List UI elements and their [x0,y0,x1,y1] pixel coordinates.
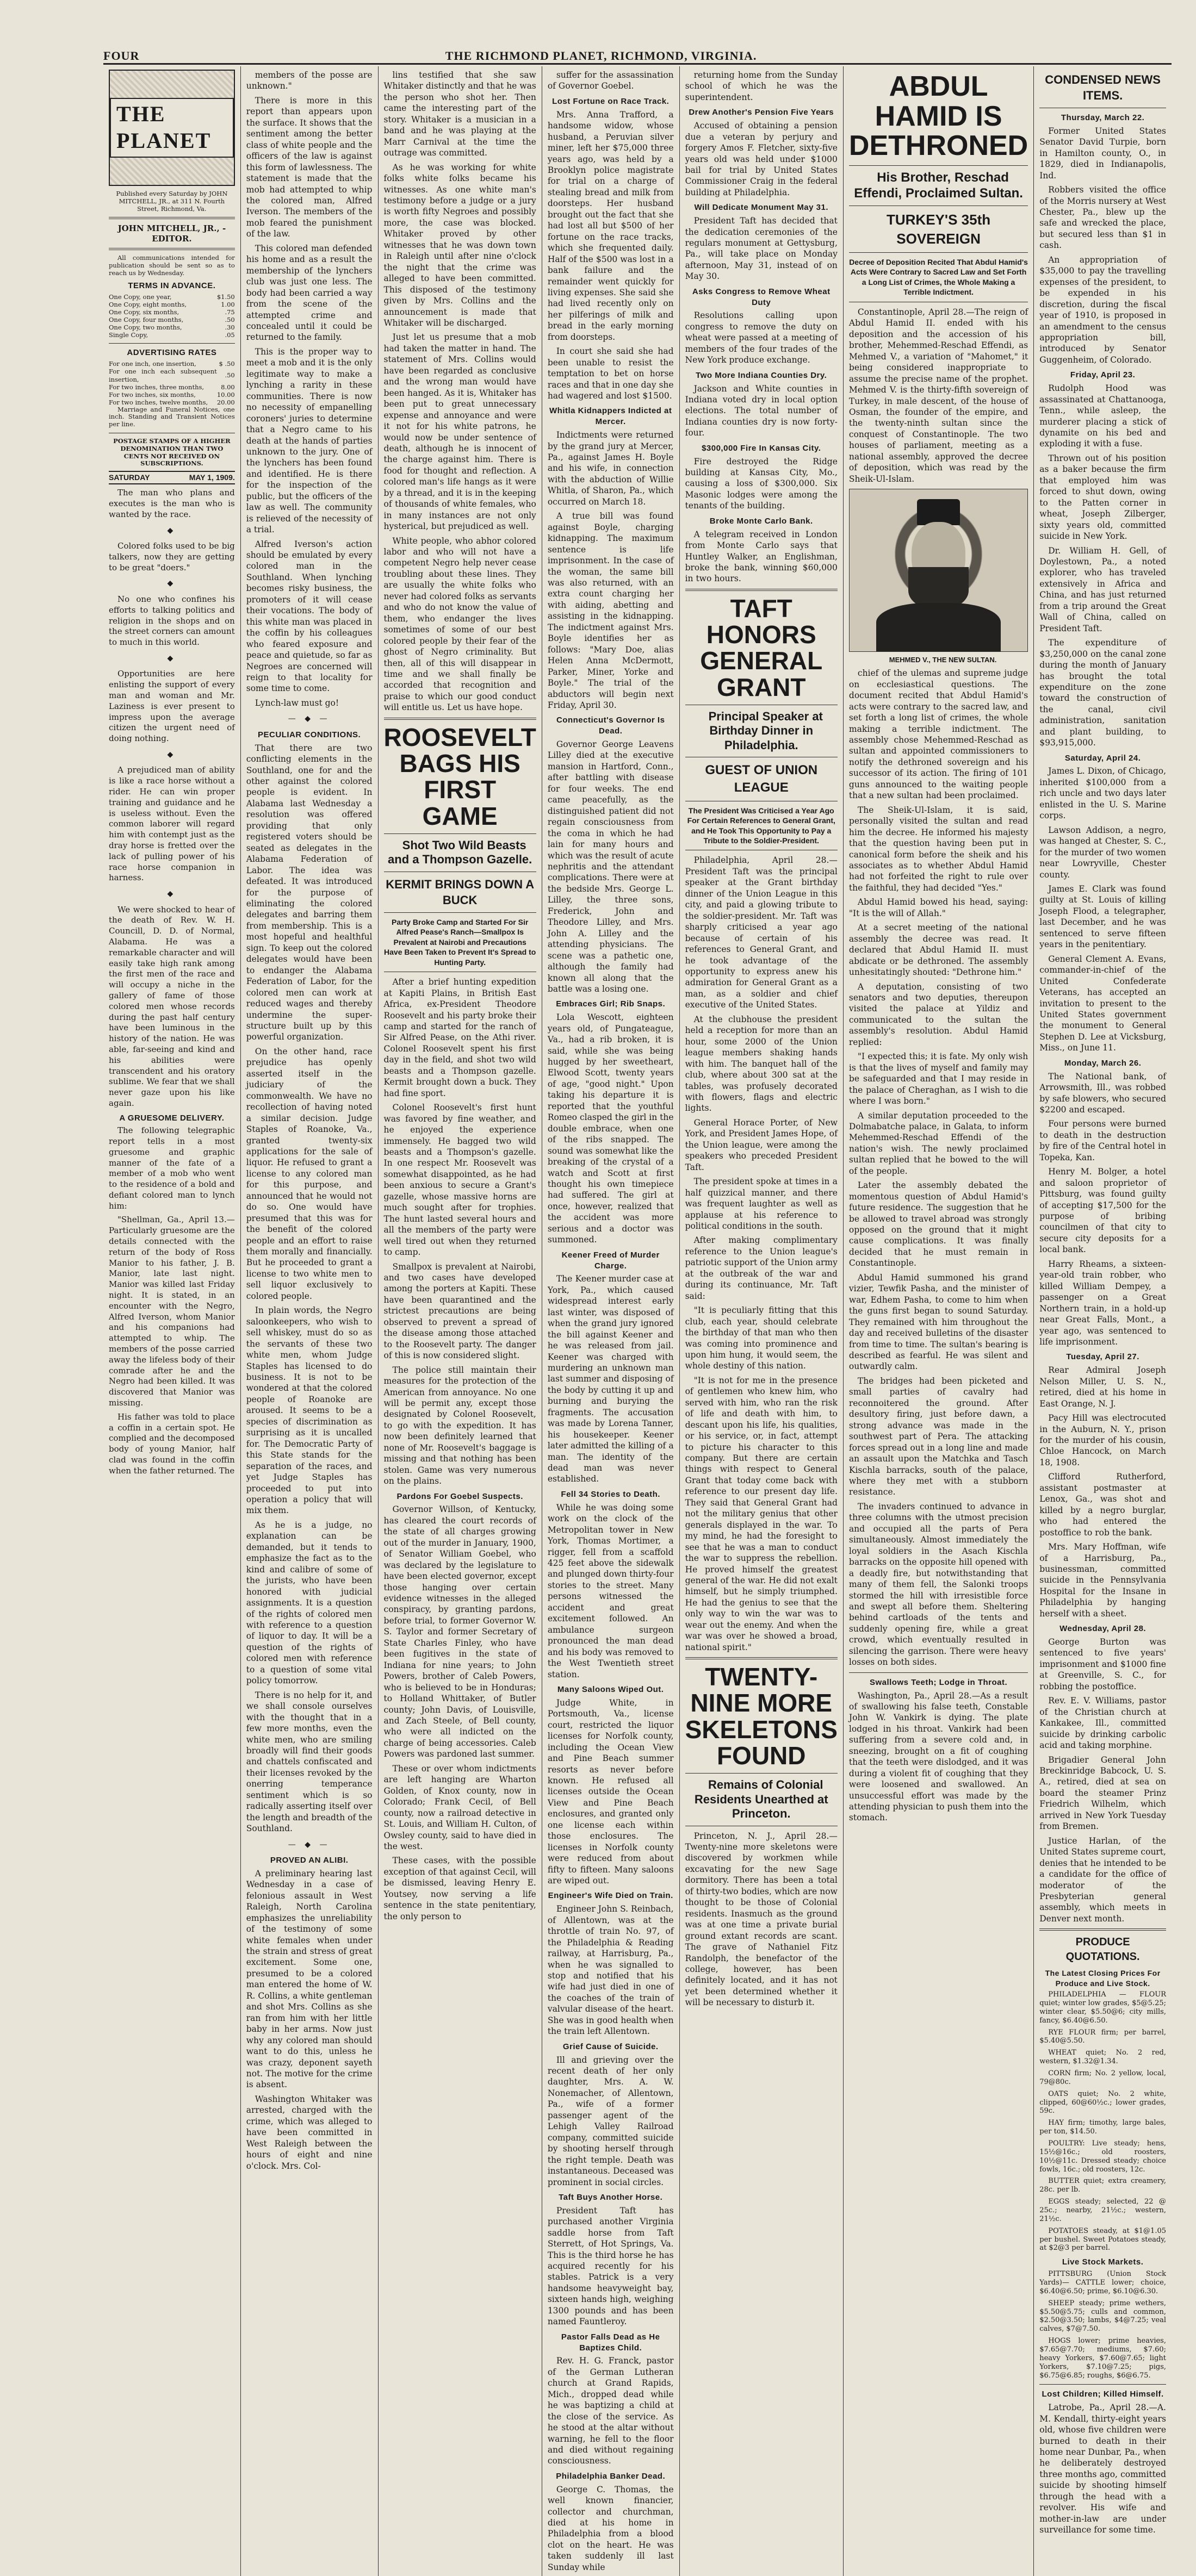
brief-heading: Drew Another's Pension Five Years [689,108,834,117]
column-6 [844,66,1034,2576]
brief-text: Fire destroyed the Ridge building at Kansas City, Mo., causing a loss of $300,000. Six Masonic lodges were among the tenants of the building. [685,456,838,511]
news-item: An appropriation of $35,000 to pay the travelling expenses of the president, to be expended in his discretion, during the fiscal year of 1910, is proposed in an amendment to the census appropriation bill, introduced by Senator Guggenheim, of Colorado. [1039,254,1166,365]
advertising-table [109,360,235,406]
gruesome-article [109,1125,235,1477]
brief-heading: Broke Monte Carlo Bank. [709,516,813,526]
editorial-paragraph: The man who plans and executes is the man who is wanted by the race. [109,488,235,519]
brief-heading: Engineer's Wife Died on Train. [548,1891,673,1901]
news-item: Mrs. Mary Hoffman, wife of a Harrisburg, Pa., businessman, committed suicide in the Pennsylvania Hospital for the Insane in Philadelphia by hanging herself with a sheet. [1039,1542,1166,1619]
brief-heading: Whitla Kidnappers Indicted at Mercer. [549,406,672,427]
produce-quote: OATS quiet; No. 2 white, clipped, 60@60½c.; lower grades, 59c. [1039,2089,1166,2115]
issue-date: MAY 1, 1909. [189,473,235,482]
brief-text: While he was doing some work on the clock of the Metropolitan tower in New York, Thomas Mortimer, a rigger, fell from a scaffold 425 feet above the sidewalk and plunged down thirty-four stories to the street. Many persons witnessed the accident and great excitement followed. An ambulance surgeon pronounced the man dead and his body was removed to the West Twentieth street station. [547,1502,674,1679]
terms-row [109,293,235,301]
brief-text: The Keener murder case at York, Pa., which caused widespread interest early last winter, was disposed of when the grand jury ignored the bill against Keener and he was released from jail. Keener was charged with murdering an unknown man last summer and disposing of the body by cutting it up and burning and burying the fragments. The accusation was made by Lorena Tanner, his housekeeper. Keener later admitted the killing of a man. The identity of the dead man was never established. [547,1274,674,1484]
editorial-paragraph: Colored folks used to be big talkers, now they are getting to be great "doers." [109,541,235,573]
article-paragraph: Philadelphia, April 28.—President Taft was the principal speaker at the Grant birthday dinner of the Union League in this city, and paid a glowing tribute to the soldier-president. Mr. Taft was sharply criticised a year ago because of certain of his references to General Grant, and he took advantage of the opportunity to express anew his admiration for General Grant as a man, as a soldier and chief executive of the United States. [685,855,838,1010]
terms-row-label: One Copy, eight months, [109,301,187,309]
brief-heading: Embraces Girl; Rib Snaps. [556,999,666,1009]
brief-text: Resolutions calling upon congress to remove the duty on wheat were passed at a meeting of members of the four trades of the New York produce exchange. [685,310,838,365]
news-item: Lawson Addison, a negro, was hanged at Chester, S. C., for the murder of two women near Lowryville, Chester county. [1039,825,1166,880]
article-paragraph: Just let us presume that a mob had taken the matter in hand. The statement of Mrs. Collins would have been regarded as conclusive and the wrong man would have been hanged. As it is, Whitaker has been put to great unnecessary expense and annoyance and were it not for his white patrons, he would now be under sentence of death, although he is innocent of the charge against him. There is food for thought and reflection. A colored man's life hangs as it were by a thread, and it is in the keeping of thousands of white females, who in many instances are not only hysterical, but prejudiced as well. [383,332,536,532]
skeletons-article [685,1831,838,2008]
brief-text: Rev. H. G. Franck, pastor of the German Lutheran church at Grand Rapids, Mich., dropped dead while he was baptizing a child at the close of the service. As he stood at the altar without warning, he fell to the floor and died without regaining consciousness. [547,2356,674,2466]
taft-article [685,855,838,1653]
brief-heading: Taft Buys Another Horse. [559,2192,663,2202]
portrait-caption: MEHMED V., THE NEW SULTAN. [889,656,997,664]
article-paragraph: "I expected this; it is fate. My only wish is that the lives of myself and family may be safeguarded and that I may reside in the palace of Cheraghan, as I wish to die where I was born." [848,1051,1028,1106]
brief-heading: Will Dedicate Monument May 31. [694,203,829,213]
brief-heading: Asks Congress to Remove Wheat Duty [692,287,831,307]
article-paragraph: That there are two conflicting elements in the Southland, one for and the other against the colored people is evident. In Alabama last Wednesday a resolution was offered providing that only registered voters should be seated as delegates in the Alabama Federation of Labor. The idea was defeated. It was introduced for the purpose of eliminating the colored delegates and barring them from membership. This is a most hopeful and healthful sign. To keep out the colored delegates would have been to endanger the Alabama Federation of Labor, for the colored men can work at reduced wages and thereby undermine the super-structure built up by this powerful organization. [246,743,373,1042]
news-date: Monday, March 26. [1064,1058,1142,1068]
article-paragraph: After a brief hunting expedition at Kapiti Plains, in British East Africa, ex-President Theodore Roosevelt and his party broke their camp and started for the ranch of Sir Alfred Pease, on the Athi river. Colonel Roosevelt spent his first day in the field, and shot two wild beasts and a Thompson gazelle. Kermit brought down a buck. They had fine sport. [383,977,536,1098]
sultan-article [849,307,1028,484]
brief-heading: $300,000 Fire In Kansas City. [702,443,821,453]
brief-heading: Keener Freed of Murder Charge. [561,1250,660,1271]
advertising-row-value: $ .50 [219,360,235,368]
peculiar-article [246,743,373,1834]
news-item: Thrown out of his position as a baker because the firm that employed him was forced to shut down, owing to the Patten corner in wheat, Joseph Zilberger, sixty years old, committed suicide in New York. [1039,453,1166,542]
article-paragraph: Colonel Roosevelt's first hunt was favored by fine weather, and he enjoyed the experience immensely. He bagged two wild beasts and a Thompson's gazelle. In one respect Mr. Roosevelt was somewhat disappointed, as he had been anxious to secure a Grant's gazelle, whose massive horns are much sought after for trophies. The hunt lasted several hours and all the members of the party were well tired out when they returned to camp. [383,1103,536,1258]
terms-row [109,308,235,316]
article-paragraph: At a secret meeting of the national assembly the decree was read. It declared that Abdul Hamid II. must abdicate or be dethroned. The assembly unhesitatingly shouted: "Dethrone him." [848,923,1028,978]
goebel-article [384,1504,536,1922]
editorial-paragraph: We were shocked to hear of the death of Rev. W. H. Councill, D. D. of Normal, Alabama. He was a remarkable character and will easily take high rank among the first men of the race and will occupy a niche in the gallery of fame of those colored men whose records during the past half century have been luminous in the history of the nation. He was able, far-seeing and kind and his abilities were transcendent and his oratory sublime. We fear that we shall never gaze upon his like again. [109,904,235,1109]
alibi-continued [384,70,536,713]
produce-quote: EGGS steady; selected, 22 @ 25c.; nearby, 21½c.; western, 21½c. [1039,2198,1166,2223]
goebel-continued [548,70,674,92]
brief-heading: Connecticut's Governor Is Dead. [556,715,665,736]
advertising-row-value: .50 [225,371,235,379]
news-item: Henry M. Bolger, a hotel and saloon proprietor of Pittsburg, was found guilty of accepting $17,500 for the purpose of bribing councilmen of that city to secure city deposits for a local bank. [1039,1167,1166,1255]
editorial-paragraph: A prejudiced man of ability is like a race horse without a rider. He can win proper training and guidance and he is useless without. Even the common laborer will regard him with contempt just as the dray horse is fretted over the lack of pulling power of his race horse companion in harness. [109,765,235,883]
sultan-portrait [849,489,1028,652]
produce-quote: HAY firm; timothy, large bales, per ton, $14.50. [1039,2119,1166,2136]
news-item: Four persons were burned to death in the destruction by fire of the Central hotel in Topeka, Kan. [1039,1119,1166,1162]
article-paragraph: There is more in this report than appears upon the surface. It shows that the sentiment among the better class of white people and the officers of the law is against this form of lawlessness. The statement is made that the mob had attempted to whip the colored man, Alfred Iverson. The members of the mob feared the punishment of the law. [246,95,373,239]
roosevelt-headline: ROOSEVELT BAGS HIS FIRST GAME [383,723,536,830]
advertising-row-label: For two inches, twelve months, [109,398,208,406]
produce-heading: PRODUCE QUOTATIONS. [1065,1936,1140,1963]
livestock-quote: HOGS lower; prime heavies, $7.65@7.70; mediums, $7.60; heavy Yorkers, $7.60@7.65; light Yorkers, $7.10@7.25; pigs, $6.75@6.85; roughs, $6@6.75. [1039,2337,1166,2380]
terms-row-value: .50 [225,316,235,324]
livestock-heading: Live Stock Markets. [1062,2257,1144,2267]
article-paragraph: White people, who abhor colored labor and who will not have a competent Negro help never cease troubling about these lines. They are usually the white folks who never had colored folks as servants and who do not know the value of them, who endanger the lives sometimes of some of our best colored people by their fear of the ghost of Negro criminality. But then, all of this will disappear in time and we shall finally be accorded that recognition and praise to which our good conduct will entitle us. Let us have hope. [383,536,536,713]
brief-heading: Pastor Falls Dead as He Baptizes Child. [561,2332,660,2353]
produce-quote: PHILADELPHIA — FLOUR quiet; winter low grades, $5@5.25; winter clear, $5.50@6; city mills, fancy, $6.40@6.50. [1039,1990,1166,2025]
roosevelt-deck-1: Shot Two Wild Beasts and a Thompson Gazelle. [388,838,532,867]
news-item: Pacy Hill was electrocuted in the Auburn, N. Y., prison for the murder of his cousin, Chloe Hancock, on March 18, 1908. [1039,1413,1166,1467]
gruesome-paragraph: The following telegraphic report tells in a most gruesome and graphic manner of the fate of a member of a mob who went to the residence of a bold and defiant colored man to lynch him: [109,1125,235,1211]
article-paragraph: A preliminary hearing last Wednesday in a case of felonious assault in West Raleigh, North Carolina emphasizes the unreliability of the testimony of some white females when under the strain and stress of great excitement. Some one, presumed to be a colored man entered the home of W. R. Collins, a white gentleman and shot Mrs. Collins as she ran from him with her little baby in her arms. Now just why any colored man should want to do this, unless he was crazy, deponent sayeth not. The motive for the crime is absent. [246,1868,373,2090]
terms-row-value: 1.00 [221,301,235,309]
taft-deck-3: The President Was Criticised a Year Ago For Certain References to General Grant, and He Took This Opportunity to Pay a Tribute to the Soldier-President. [687,806,835,845]
terms-row-label: One Copy, four months, [109,316,184,324]
terms-row [109,301,235,308]
columns [103,66,1172,2572]
brief-heading: Two More Indiana Counties Dry. [696,370,827,380]
editorials: The man who plans and executes is the man who is wanted by the race. ◆ Colored folks used to be big talkers, now they are getting to be great "doers." ◆ No one who confines his efforts to talking politics and religion in the shops and on the street corners can amount to much in this world. ◆ Opportunities are here enlisting the support of every man and woman and Mr. Laziness is ever present to impress upon the average citizen the urgent need of doing nothing. ◆ A prejudiced man of ability is like a race horse without a rider. He can win proper training and guidance and he is useless without. Even the common laborer will regard him with contempt just as the dray horse is fretted over the lack of pulling power of his race horse companion in harness. ◆ We were shocked to hear of the death of Rev. W. H. Councill, D. D. of Normal, Alabama. He was a remarkable character and will easily take high rank among the first men of the race and will occupy a niche in the gallery of fame of those colored men whose records during the past half century have been luminous in the history of the nation. He was able, far-seeing and kind and his abilities were transcendent and his oratory sublime. We fear that we shall never gaze upon his like again. [109,488,235,1109]
news-item: Justice Harlan, of the United States supreme court, denies that he intended to be a candidate for the office of moderator of the Presbyterian general assembly, which meets in Denver next month. [1039,1835,1166,1924]
gruesome-paragraph: "Shellman, Ga., April 13.—Particularly gruesome are the details connected with the return of the body of Ross Manior to his father, J. B. Manior, late last night. Manior was killed last Friday night. It is stated, in an encounter with the Negro, Alfred Iverson, whom Manior and his companions had attempted to whip. The members of the posse carried away the lifeless body of their comrade after he and the Negro had been killed. It was discovered that Manior was missing. [109,1215,235,1408]
skeletons-deck-1: Remains of Colonial Residents Unearthed at Princeton. [694,1778,828,1821]
advertising-row [109,368,235,383]
news-date: Saturday, April 24. [1064,753,1141,763]
brief-heading: Lost Fortune on Race Track. [552,96,670,106]
news-briefs-2 [685,107,838,584]
news-item: General Clement A. Evans, commander-in-chief of the United Confederate Veterans, has accepted an invitation to present to the United States government the monument to General Stephen D. Lee at Vicksburg, Miss., on June 11. [1039,954,1166,1053]
article-paragraph: Princeton, N. J., April 28.—Twenty-nine more skeletons were discovered by workmen while excavating for the new Sage dormitory. There has been a total of thirty-two bodies, which are now thought to be those of Colonial residents. Inasmuch as the ground was at one time a private burial ground extant records are scant. The grave of Nathaniel Fitz Randolph, the benefactor of the college, however, has been definitely located, and it has not yet been determined whether it will be necessary to disturb it. [685,1831,838,2008]
roosevelt-deck-3: Party Broke Camp and Started For Sir Alfred Pease's Ranch—Smallpox Is Prevalent at Nairobi and Precautions Have Been Taken to Prevent It's Spread to Hunting Party. [384,917,536,967]
brief-text: Accused of obtaining a pension due a veteran by perjury and forgery Amos F. Fletcher, sixty-five years old was held under $1000 bail for trial by United States Commissioner Craig in the federal building at Philadelphia. [685,121,838,197]
advertising-row [109,391,235,399]
logo-text: THE PLANET [110,98,234,158]
article-paragraph: A similar deputation proceeded to the Dolmabatche palace, in Galata, to inform Mehemmed-Reschad Effendi of the nation's wish. The newly proclaimed sultan replied that he bowed to the will of the people. [848,1110,1028,1176]
publication-notice: All communications intended for publication should be sent so as to reach us by Wednesday. [109,253,235,277]
news-item: Robbers visited the office of the Morris nursery at West Chester, Pa., blew up the safe and wrecked the place, but secured less than $1 in cash. [1039,185,1166,251]
article-paragraph: As he was working for white folks white folks became his witnesses. As one white man's testimony before a judge or a jury is worth fifty Negroes and possibly more, the case was blocked. Whitaker proved by other witnesses that he was down town in Raleigh until after nine o'clock the night that the crime was alleged to have been committed. This disposed of the testimony given by Mrs. Collins and the announcement is made that Whitaker will be discharged. [383,162,536,328]
terms-row [109,331,235,339]
issue-dateline [109,471,235,484]
sultan-headline: ABDUL HAMID IS DETHRONED [848,71,1028,162]
terms-heading: TERMS IN ADVANCE. [128,281,216,291]
article-paragraph: The invaders continued to advance in three columns with the utmost precision and occupied all the parts of Pera simultaneously. Almost immediately the loyal soldiers in the Asach Kischla barracks on the opposite hill opened with a deadly fire, but notwithstanding that many of them fell, the Salonki troops stormed the hill with irresistible force and swept all before them. Sheltering behind cartloads of the tents and suddenly opening fire, while a great crowd, which eventually resulted in silencing the garrison. There were heavy losses on both sides. [848,1501,1028,1667]
produce-quote: WHEAT quiet; No. 2 red, western, $1.32@1.34. [1039,2049,1166,2066]
publisher-line: Published every Saturday by JOHN MITCHELL, JR., at 311 N. Fourth Street, Richmond, Va. [116,190,228,213]
advertising-row-label: For two inches, three months, [109,383,205,391]
goebel-heading: Pardons For Goebel Suspects. [396,1491,523,1501]
news-item: Clifford Rutherford, assistant postmaster at Lenox, Ga., was shot and killed by a negro burglar, who had entered the postoffice to rob the bank. [1039,1472,1166,1538]
news-item: Dr. William H. Gell, of Doylestown, Pa., a noted explorer, who has traveled extensively in Africa and China, and has just returned from a trip around the Great Wall of China, called on President Taft. [1039,545,1166,633]
lost-children-heading: Lost Children; Killed Himself. [1042,2390,1164,2399]
advertising-row [109,360,235,368]
news-date: Wednesday, April 28. [1059,1624,1147,1634]
alibi-article [246,1868,373,2171]
article-paragraph: Abdul Hamid summoned his grand vizier, Tewfik Pasha, and the minister of war, Edhem Pasha, to come to him when the guns first began to sound Saturday. They remained with him throughout the day and received bulletins of the disaster from time to time. The sultan's bearing is described as fearful. He was silent and outwardly calm. [848,1272,1028,1372]
news-item: The National bank, of Arrowsmith, Ill., was robbed by safe blowers, who secured $2200 and escaped. [1039,1071,1166,1115]
peculiar-heading: PECULIAR CONDITIONS. [258,730,361,739]
brief-text: Mrs. Anna Trafford, a handsome widow, whose husband, a Peruvian silver miner, left her $75,000 three years ago, was held by a Brooklyn police magistrate for trial on a charge of stealing bread and milk from doorsteps. Her husband brought out the fact that she had lost all but $500 of her fortune on the race tracks, which she frequented daily. Half of the $500 was lost in a bank failure and the remainder went quickly for living expenses. She said she had lived recently only on her pilferings of milk and bread in the early morning from doorsteps. [547,109,674,342]
masthead-logo [109,70,235,186]
taft-deck-2: GUEST OF UNION LEAGUE [705,763,818,795]
terms-row-label: One Copy, one year, [109,293,172,301]
article-paragraph: These or over whom indictments are left hanging are Wharton Golden, of Knox county, now in Colorado; Frank Cecil, of Bell county, now a railroad detective in St. Louis, and William H. Culton, of Owsley county, said to have died in the west. [383,1763,536,1851]
advertising-row-value: 8.00 [221,383,235,391]
advertising-row-value: 20.00 [216,398,235,406]
column-2: members of the posse are unknown." There is more in this report than appears upon the surface. It shows that the sentiment among the better class of white people and the officers of the law is against this form of lawlessness. The statement is made that the mob had attempted to whip the colored man, Alfred Iverson. The members of the mob feared the punishment of the law. This colored man defended his home and as a result the membership of the lynchers club was just one less. The body had been carried a way from the scene of the attempted crime and concealed until it could be returned to the family. This is the proper way to meet a mob and it is the only legitimate way to make a lynching a rarity in these communities. There is now no necessity of empanelling coroners' juries to determine that a Negro came to his death at the hands of parties unknown to the jury. One of the lynchers has been found and identified. He is there for the inspection of the public, but the officers of the law as well. The community is relieved of the necessity of a trial. Alfred Iverson's action should be emulated by every colored man in the Southland. When lynching becomes risky business, the promoters of it will cease their vocations. The body of this white man was placed in the coffin by his colleagues who feared exposure and peace and quietude, so far as Negroes are concerned will reign to that locality for some time to come. Lynch-law must go! — ◆ — PECULIAR CONDITIONS. That there are two conflicting elements in the Southland, one for and the other against the colored people is evident. In Alabama last Wednesday a resolution was offered providing that only registered voters should be seated as delegates in the Alabama Federation of Labor. The idea was defeated. It was introduced for the purpose of eliminating the colored delegates and barring them from membership. This is a most hopeful and healthful sign. To keep out the colored delegates would have been to endanger the Alabama Federation of Labor, for the colored men can work at reduced wages and thereby undermine the super-structure built up by this powerful organization. On the other hand, race prejudice has openly asserted itself in the judiciary of the commonwealth. We have no recollection of having noted a similar decision. Judge Staples of Roanoke, Va., granted twenty-six applications for the sale of liquor. He refused to grant a license to any colored man for this purpose, and announced that he would not do so. One would have presumed that this was for the benefit of the colored people and an effort to raise them morally and financially. But he proceeded to grant a license to two white men to sell liquor exclusively to colored people. In plain words, the Negro saloonkeepers, who wish to sell whiskey, must do so as the servants of these two white men, whom Judge Staples has licensed to do business. It is not to be wondered at that the colored people of Roanoke are aroused. It seems to be a species of discrimination as surprising as it is uncalled for. The Democratic Party of this State stands for the separation of the races, and yet Judge Staples has proceeded to put into operation a policy that will mix them. As he is a judge, no explanation can be demanded, but it tends to emphasize the fact as to the kind and calibre of some of the jurists, who have been honored with judicial assignments. It is a question of the rights of colored men with reference to a question of liquor to day. It will be a question of the rights of colored men with reference to a question of some vital policy tomorrow. There is no help for it, and we shall console ourselves with the thought that in a few more months, even the white men, who are smiling broadly will find their goods and chattels confiscated and their licenses revoked by the onerring temperance sentiment which is so radically asserting itself over the length and breadth of the Southland. — ◆ — PROVED AN ALIBI. A preliminary hearing last Wednesday in a case of felonious assault in West Raleigh, North Carolina emphasizes the unreliability of the testimony of some white females when under the strain and stress of great excitement. Some one, presumed to be a colored man entered the home of W. R. Collins, a white gentleman and shot Mrs. Collins as she ran from him with her little baby in her arms. Now just why any colored man should want to do this, unless he was crazy, deponent sayeth not. The motive for the crime is absent. Washington Whitaker was arrested, charged with the crime, which was alleged to have been committed in West Raleigh between the hours of eight and nine o'clock. Mrs. Col- [241,66,379,2576]
article-paragraph: The president spoke at times in a half quizzical manner, and there was frequent laughter as well as applause at his reference to political conditions in the south. [685,1177,838,1231]
lost-children-text: Latrobe, Pa., April 28.—A. M. Kendall, thirty-eight years old, whose five children were burned to death in their home near Dunbar, Pa., when he deliberately destroyed three months ago, committed suicide by shooting himself through the head with a revolver. His wife and mother-in-law are under surveillance for some time. [1039,2403,1166,2535]
brief-heading: Grief Cause of Suicide. [562,2042,659,2051]
livestock-quote: SHEEP steady; prime wethers, $5.50@5.75; culls and common, $2.50@3.50; lambs, $4@7.25; veal calves, $7@7.50. [1039,2299,1166,2334]
advertising-row-label: For two inches, six months, [109,390,196,399]
gruesome-heading: A GRUESOME DELIVERY. [119,1113,225,1123]
sultan-deck-2: TURKEY'S 35th SOVEREIGN [887,211,991,247]
advertising-note: Marriage and Funeral Notices, one inch. Standing and Transient Notices per line. [109,405,235,428]
brief-text: Ill and grieving over the recent death of her only daughter, Mrs. A. W. Nonemacher, of Allentown, Pa., wife of a former passenger agent of the Lehigh Valley Railroad company, committed suicide by shooting herself through the right temple. Death was instantaneous. Deceased was prominent in social circles. [547,2055,674,2187]
produce-quote: POULTRY: Live steady; hens, 15½@16c.; old roosters, 10½@11c. Dressed steady; choice fowls, 16c.; old roosters, 12c. [1039,2139,1166,2174]
brief-heading: Philadelphia Banker Dead. [556,2471,666,2481]
produce-quotations [1039,1990,1166,2253]
page-header [103,48,1172,65]
news-item: Brigadier General John Breckinridge Babcock, U. S. A., retired, died at sea on board the steamer Prinz Friedrich Wilhelm, which arrived in New York Tuesday from Bremen. [1039,1754,1166,1832]
brief-text: Judge White, in Portsmouth, Va., license court, restricted the liquor licenses for Norfolk county, including the Ocean View and Pine Beach summer resorts as never before known. He refused all licenses outside the Ocean View and Pine Beach enclosures, and granted only one license each within those enclosures. The licenses in Norfolk county were reduced from about fifty to fifteen. Many saloons are wiped out. [547,1697,674,1886]
postage-notice: POSTAGE STAMPS OF A HIGHER DENOMINATION THAN TWO CENTS NOT RECEIVED ON SUBSCRIPTIONS. [113,437,231,468]
article-paragraph: As he is a judge, no explanation can be demanded, but it tends to emphasize the fact as to the kind and calibre of some of the jurists, who have been honored with judicial assignments. It is a question of the rights of colored men with reference to a question of liquor to day. It will be a question of the rights of colored men with reference to a question of some vital policy tomorrow. [246,1520,373,1686]
news-item: James L. Dixon, of Chicago, inherited $100,000 from a rich uncle and two days later enlisted in the U. S. Marine corps. [1039,766,1166,821]
advertising-row-label: For one inch each subsequent insertion, [109,368,217,383]
brief-text: A telegram received in London from Monte Carlo says that Huntley Walker, an Englishman, broke the bank, winning $60,000 in two hours. [685,529,838,584]
brief-text: Governor George Leavens Lilley died at the executive mansion in Hartford, Conn., after battling with disease for four weeks. The end came peacefully, as the distinguished patient did not regain consciousness from the coma in which he had lain for many hours and which was the result of acute nephritis and the attendant complications. There were at the bedside Mrs. George L. Lilley, the three sons, Frederick, John and Theodore Lilley, and Mrs. John A. Lilley and the attending physicians. The scene was a pathetic one, although the family had known all along that the battle was a losing one. [547,739,674,994]
sultan-article-continued [849,668,1028,1667]
taft-headline: TAFT HONORS GENERAL GRANT [700,594,823,701]
livestock-markets [1039,2270,1166,2380]
article-paragraph: Later the assembly debated the momentous question of Abdul Hamid's future residence. The suggestion that he be allowed to travel abroad was strongly opposed on the ground that it might cause complications. It was finally decided that he must remain in Constantinople. [848,1180,1028,1268]
news-item: Harry Rheams, a sixteen-year-old train robber, who killed William Dempey, a passenger on a Great Northern train, in a hold-up near Great Falls, Mont., a year ago, was sentenced to life imprisonment. [1039,1259,1166,1347]
condensed-heading: CONDENSED NEWS ITEMS. [1045,73,1161,103]
news-item: George Burton was sentenced to five years' imprisonment and $1000 fine at Greenville, S. C., for robbing the postoffice. [1039,1637,1166,1691]
brief-text: President Taft has purchased another Virginia saddle horse from Taft Sterrett, of Hot Springs, Va. This is the third horse he has acquired recently for his stables. Patrick is a very handsome heavyweight bay, sixteen hands high, weighing 1300 pounds and has been named Fauntleroy. [547,2205,674,2327]
article-paragraph: The police still maintain their measures for the protection of the American from annoyance. No one will be permit any, except those designated by Colonel Roosevelt, to go with the expedition. It has now been definitely learned that none of Mr. Roosevelt's baggage is missing and that nothing has been stolen. Game was very numerous on the plains. [383,1365,536,1486]
condensed-news [1039,113,1166,1924]
brief-heading: Fell 34 Stories to Death. [561,1489,660,1499]
brief-text: President Taft has decided that the dedication ceremonies of the regulars monument at Gettysburg, Pa., will take place on Monday afternoon, May 31, instead of on May 30. [685,216,838,282]
article-paragraph: There is no help for it, and we shall console ourselves with the thought that in a few more months, even the white men, who are smiling broadly will find their goods and chattels confiscated and their licenses revoked by the onerring temperance sentiment which is so radically asserting itself over the length and breadth of the Southland. [246,1690,373,1834]
article-paragraph: After making complimentary reference to the Union league's patriotic support of the Union army at the outbreak of the war and during its continuance, Mr. Taft said: [685,1235,838,1301]
news-date: Thursday, March 22. [1061,113,1145,123]
brief-text: Jackson and White counties in Indiana voted dry in local option elections. The total number of Indiana counties dry is now forty-four. [685,383,838,438]
roosevelt-article [384,976,536,1486]
sultan-deck-1: His Brother, Reschad Effendi, Proclaimed Sultan. [854,170,1023,201]
issue-day: SATURDAY [109,473,150,482]
advertising-row-label: For one inch, one insertion, [109,360,196,368]
article-paragraph: Washington Whitaker was arrested, charged with the crime, which was alleged to have been committed in West Raleigh between the hours of eight and nine o'clock. Mrs. Col- [246,2094,373,2171]
article-paragraph: "It is not for me in the presence of gentlemen who knew him, who served with him, who ran the risk of life and death with him, to descant upon his life, his qualities, or his service, or, in fact, attempt to picture his character to this company. But there are certain things with respect to General Grant that today come back with reference to our present day life. They said that General Grant had not the military genius that other generals displayed in the war. To my mind, he had the foresight to see that he was a man to conduct the war to suppress the rebellion. He proved himself the greatest general of the war. He did not exalt himself, but he simply triumphed. He had the genius to see that the only way to win the war was to wear out the enemy. And when the war was over he showed a broad, national spirit." [685,1375,838,1652]
article-paragraph: In plain words, the Negro saloonkeepers, who wish to sell whiskey, must do so as the servants of these two white men, whom Judge Staples has licensed to do business. It is not to be wondered at that the colored people of Roanoke are aroused. It seems to be a species of discrimination as surprising as it is uncalled for. The Democratic Party of this State stands for the separation of the races, and yet Judge Staples has proceeded to put into operation a policy that will mix them. [246,1305,373,1516]
brief-text: In court she said she had been unable to resist the temptation to bet on horse races and that in one day she had wagered and lost $1500. [547,346,674,401]
column-1 [103,66,241,2576]
news-date: Tuesday, April 27. [1066,1352,1139,1362]
mob-editorial [246,70,373,708]
thomas-continued [685,70,838,103]
article-paragraph: Abdul Hamid bowed his head, saying: "It is the will of Allah." [848,897,1028,918]
terms-row-value: .05 [225,331,235,339]
terms-row-label: One Copy, two months, [109,323,182,332]
article-paragraph: The Sheik-Ul-Islam, it is said, personally visited the sultan and read him the decree. He informed his majesty that the question having been put in canonical form before the sheik and his associates as to whether Abdul Hamid had not forfeited the right to rule over the faithful, they had decided "Yes." [848,805,1028,893]
news-item: Rudolph Hood was assassinated at Chattanooga, Tenn., while asleep, the murderer placing a stick of dynamite on his bed and exploding it with a fuse. [1039,383,1166,449]
brief-text: A true bill was found against Boyle, charging kidnapping. The maximum sentence is life imprisonment. In the case of the woman, the same bill was also returned, with an extra count charging her with aiding, abetting and assisting in the kidnapping. The indictment against Mrs. Boyle identifies her as follows: "Mary Doe, alias Helen Anna McDermott, Parker, Miner, Yorke and Boyle." The trial of the abductors will begin next Friday, April 30. [547,511,674,710]
column-3 [379,66,542,2576]
article-paragraph: The bridges had been picketed and small parties of cavalry had reconnoitered the ground. After desultory firing, just before dawn, a strong advance was made in the southwest part of Pera. The attacking forces spread out in a long line and made an assault upon the Matchka and Tasch Kischla barracks, south of the palace, where they met with a stubborn resistance. [848,1376,1028,1497]
news-item: Former United States Senator David Turpie, born in Hamilton county, O., in 1829, died in Indianapolis, Ind. [1039,126,1166,181]
advertising-row [109,383,235,391]
column-5 [680,66,844,2576]
paper-title: THE RICHMOND PLANET, RICHMOND, VIRGINIA. [445,49,757,63]
article-paragraph: Constantinople, April 28.—The reign of Abdul Hamid II. ended with his deposition and the accession of his brother, Mehemmed-Reschad Effendi, as Mehmed V., a variation of "Mahomet," it being considered inappropriate to assume the precise name of the prophet. Mehmed V. is the thirty-fifth sovereign of Turkey, in male descent, of the house of Osman, the founder of the empire, and the twenty-ninth sultan since the conquest of Constantinople. The two houses of parliament, meeting as a national assembly, approved the decree of deposition, which was read by the Sheik-Ul-Islam. [848,307,1028,484]
brief-heading: Many Saloons Wiped Out. [557,1684,664,1694]
news-item: Rear Admiral Joseph Nelson Miller, U. S. N., retired, died at his home in East Orange, N. J. [1039,1365,1166,1409]
livestock-quote: PITTSBURG (Union Stock Yards)— CATTLE lower; choice, $6.40@6.50; prime, $6.10@6.30. [1039,2270,1166,2295]
page-number: FOUR [103,49,140,63]
produce-quote: CORN firm; No. 2 yellow, local, 79@80c. [1039,2069,1166,2086]
terms-row-label: One Copy, six months, [109,308,179,316]
advertising-heading: ADVERTISING RATES [127,348,217,358]
terms-table [109,293,235,339]
terms-row-value: .75 [225,308,235,316]
brief-text: Lola Wescott, eighteen years old, of Pungateague, Va., had a rib broken, it is said, while she was being hugged by her sweetheart, Elwood Scott, twenty years of age, "good night." Upon taking his departure it is reported that the youthful Romeo clasped the girl in the double embrace, when one of the ribs snapped. The sound was somewhat like the breaking of the crystal of a watch and Scott at first thought his own timepiece had suffered. The girl at once, however, realized that the accident was more serious and a doctor was summoned. [547,1012,674,1245]
article-paragraph: At the clubhouse the president held a reception for more than an hour, some 2000 of the Union league members shaking hands with him. The banquet hall of the club, where about 300 sat at the tables, was profusely decorated with flowers, flags and electric lights. [685,1014,838,1113]
article-paragraph: A deputation, consisting of two senators and two deputies, thereupon visited the palace at Yildiz and communicated to the sultan the assembly's resolution. Abdul Hamid replied: [848,981,1028,1047]
column-7 [1034,66,1172,2576]
alibi-heading: PROVED AN ALIBI. [270,1856,349,1865]
swallows-heading: Swallows Teeth; Lodge in Throat. [869,1677,1008,1687]
article-paragraph: Governor Willson, of Kentucky, has cleared the court records of the state of all charges growing out of the murder in January, 1900, of Senator William Goebel, who was declared by the legislature to have been elected governor, except those hanging over certain evidence witnesses in the alleged conspiracy, by granting pardons, before trial, to former Governor W. S. Taylor and former Secretary of State Charles Finley, who have been fugitives in the state of Indiana for nine years; to John Powers, brother of Caleb Powers, who is believed to be in Honduras; to Holland Whittaker, of Butler county; John Davis, of Louisville, and Zach Steele, of Bell county, who were all indicted on the charge of being accessories. Caleb Powers was pardoned last summer. [383,1504,536,1759]
taft-deck-1: Principal Speaker at Birthday Dinner in Philadelphia. [708,710,823,752]
article-paragraph: These cases, with the possible exception of that against Cecil, will be dismissed, leaving Henry E. Youtsey, now serving a life sentence in the state penitentiary, the only person to [383,1856,536,1921]
news-item: Rev. E. V. Williams, pastor of the Christian church at Kankakee, Ill., committed suicide by drinking carbolic acid and taking morphine. [1039,1696,1166,1751]
article-paragraph: This is the proper way to meet a mob and it is the only legitimate way to make a lynching a rarity in these communities. There is now no necessity of empanelling coroners' juries to determine that a Negro came to his death at the hands of parties unknown to the jury. One of the lynchers has been found and identified. He is there for the inspection of the public, but the officers of the law as well. The community is relieved of the necessity of a trial. [246,346,373,535]
news-item: The expenditure of $3,250,000 on the canal zone during the month of January has brought the total expenditure on the zone toward the construction of the canal, civil administration, sanitation and plant building, to $93,915,000. [1039,638,1166,748]
article-paragraph: Lynch-law must go! [255,698,339,708]
article-paragraph: Smallpox is prevalent at Nairobi, and two cases have developed among the porters at Kapiti. These have been quarantined and the strictest precautions are being observed to prevent a spread of the disease among those attached to the Roosevelt party. The danger of this is now considered slight. [383,1261,536,1361]
advertising-row-value: 10.00 [216,390,235,399]
article-paragraph: members of the posse are unknown." [246,70,373,91]
roosevelt-deck-2: KERMIT BRINGS DOWN A BUCK [386,877,535,907]
editorial-paragraph: No one who confines his efforts to talking politics and religion in the shops and on the street corners can amount to much in this world. [109,594,235,648]
brief-text: George C. Thomas, the well known financier, collector and churchman, died at his home in Philadelphia from a blood clot on the heart. He was taken suddenly ill last Sunday while [547,2484,674,2572]
skeletons-headline: TWENTY-NINE MORE SKELETONS FOUND [685,1663,838,1770]
produce-quote: RYE FLOUR firm; per barrel, $5.40@5.50. [1039,2028,1166,2045]
article-paragraph: lins testified that she saw Whitaker distinctly and that he was the person who shot her. Then came the interesting part of the story. Whitaker is a musician in a band and he was playing at the Marr Carnival at the time the outrage was committed. [383,70,536,158]
terms-row-label: Single Copy, [109,331,148,339]
gruesome-paragraph: His father was told to place a coffin in a certain spot. He complied and the decomposed body of young Manior, half clad was found in the coffin when the father returned. The [109,1411,235,1476]
terms-row-value: .30 [225,323,235,332]
article-paragraph: "It is peculiarly fitting that this club, each year, should celebrate the birthday of that man who then was coming into prominence and upon him hung, it would seem, the whole destiny of this nation. [685,1305,838,1371]
news-briefs [548,96,674,2573]
terms-row [109,323,235,331]
article-paragraph: This colored man defended his home and as a result the membership of the lynchers club was just one less. The body had been carried a way from the scene of the attempted crime and concealed until it could be returned to the family. [246,243,373,343]
produce-quote: BUTTER quiet; extra creamery, 28c. per lb. [1039,2177,1166,2194]
news-date: Friday, April 23. [1070,370,1136,380]
brief-text: Indictments were returned by the grand jury at Mercer, Pa., against James H. Boyle and his wife, in connection with the abduction of Willie Whitla, of Sharon, Pa., which occurred on March 18. [547,430,674,507]
article-paragraph: suffer for the assassination of Governor Goebel. [547,70,674,91]
article-paragraph: Alfred Iverson's action should be emulated by every colored man in the Southland. When lynching becomes risky business, the promoters of it will cease their vocations. The body of this white man was placed in the coffin by his colleagues who feared exposure and peace and quietude, so far as Negroes are concerned will reign to that locality for some time to come. [246,539,373,694]
brief-text: Engineer John S. Reinbach, of Allentown, was at the throttle of train No. 97, of the Philadelphia & Reading railway, at Harrisburg, Pa., when he was signalled to stop and notified that his wife had just died in one of the coaches of the train of valvular disease of the heart. She was in good health when the train left Allentown. [547,1904,674,2037]
article-paragraph: chief of the ulemas and supreme judge on ecclesiastical questions. The document recited that Abdul Hamid's acts were contrary to the sacred law, and set forth a long list of crimes, the whole making a terrible indictment. The assembly chose Mehemmed-Reschad as sultan and appointed commissioners to notify the dethroned sovereign and his successor of its action. The firing of 101 guns announced to the waiting people that a new sultan had been proclaimed. [848,668,1028,801]
swallows-text: Washington, Pa., April 28.—As a result of swallowing his false teeth, Constable John W. Vankirk is dying. The plate lodged in his throat. Vankirk had been suffering from a severe cold and, in sneezing, brought on a fit of coughing that the teeth were dislodged, and it was during a violent fit of coughing that they were loosened and swallowed. An unsuccessful effort was made by the attending physician to push them into the stomach. [848,1690,1028,1823]
produce-subheading: The Latest Closing Prices For Produce and Live Stock. [1045,1969,1161,1988]
advertising-row [109,399,235,406]
terms-row-value: $1.50 [216,293,235,301]
produce-quote: POTATOES steady, at $1@1.05 per bushel. Sweet Potatoes steady, at $2@3 per barrel. [1039,2226,1166,2253]
column-4 [542,66,680,2576]
article-paragraph: On the other hand, race prejudice has openly asserted itself in the judiciary of the commonwealth. We have no recollection of having noted a similar decision. Judge Staples of Roanoke, Va., granted twenty-six applications for the sale of liquor. He refused to grant a license to any colored man for this purpose, and announced that he would not do so. One would have presumed that this was for the benefit of the colored people and an effort to raise them morally and financially. But he proceeded to grant a license to two white men to sell liquor exclusively to colored people. [246,1046,373,1301]
sultan-deck-3: Decree of Deposition Recited That Abdul Hamid's Acts Were Contrary to Sacred Law and Set Forth a Long List of Crimes, the Whole Making a Terrible Indictment. [849,258,1028,297]
editor-line: JOHN MITCHELL, JR., - EDITOR. [117,223,226,244]
news-item: James E. Clark was found guilty at St. Louis of killing Joseph Flood, a telegrapher, last December, and he was sentenced to serve fifteen years in the penitentiary. [1039,884,1166,950]
terms-row [109,316,235,323]
editorial-paragraph: Opportunities are here enlisting the support of every man and woman and Mr. Laziness is ever present to impress upon the average citizen the urgent need of doing nothing. [109,669,235,744]
article-paragraph: General Horace Porter, of New York, and President James Hope, of the Union league, were among the speakers who preceded President Taft. [685,1117,838,1172]
article-paragraph: returning home from the Sunday school of which he was the superintendent. [685,70,838,102]
